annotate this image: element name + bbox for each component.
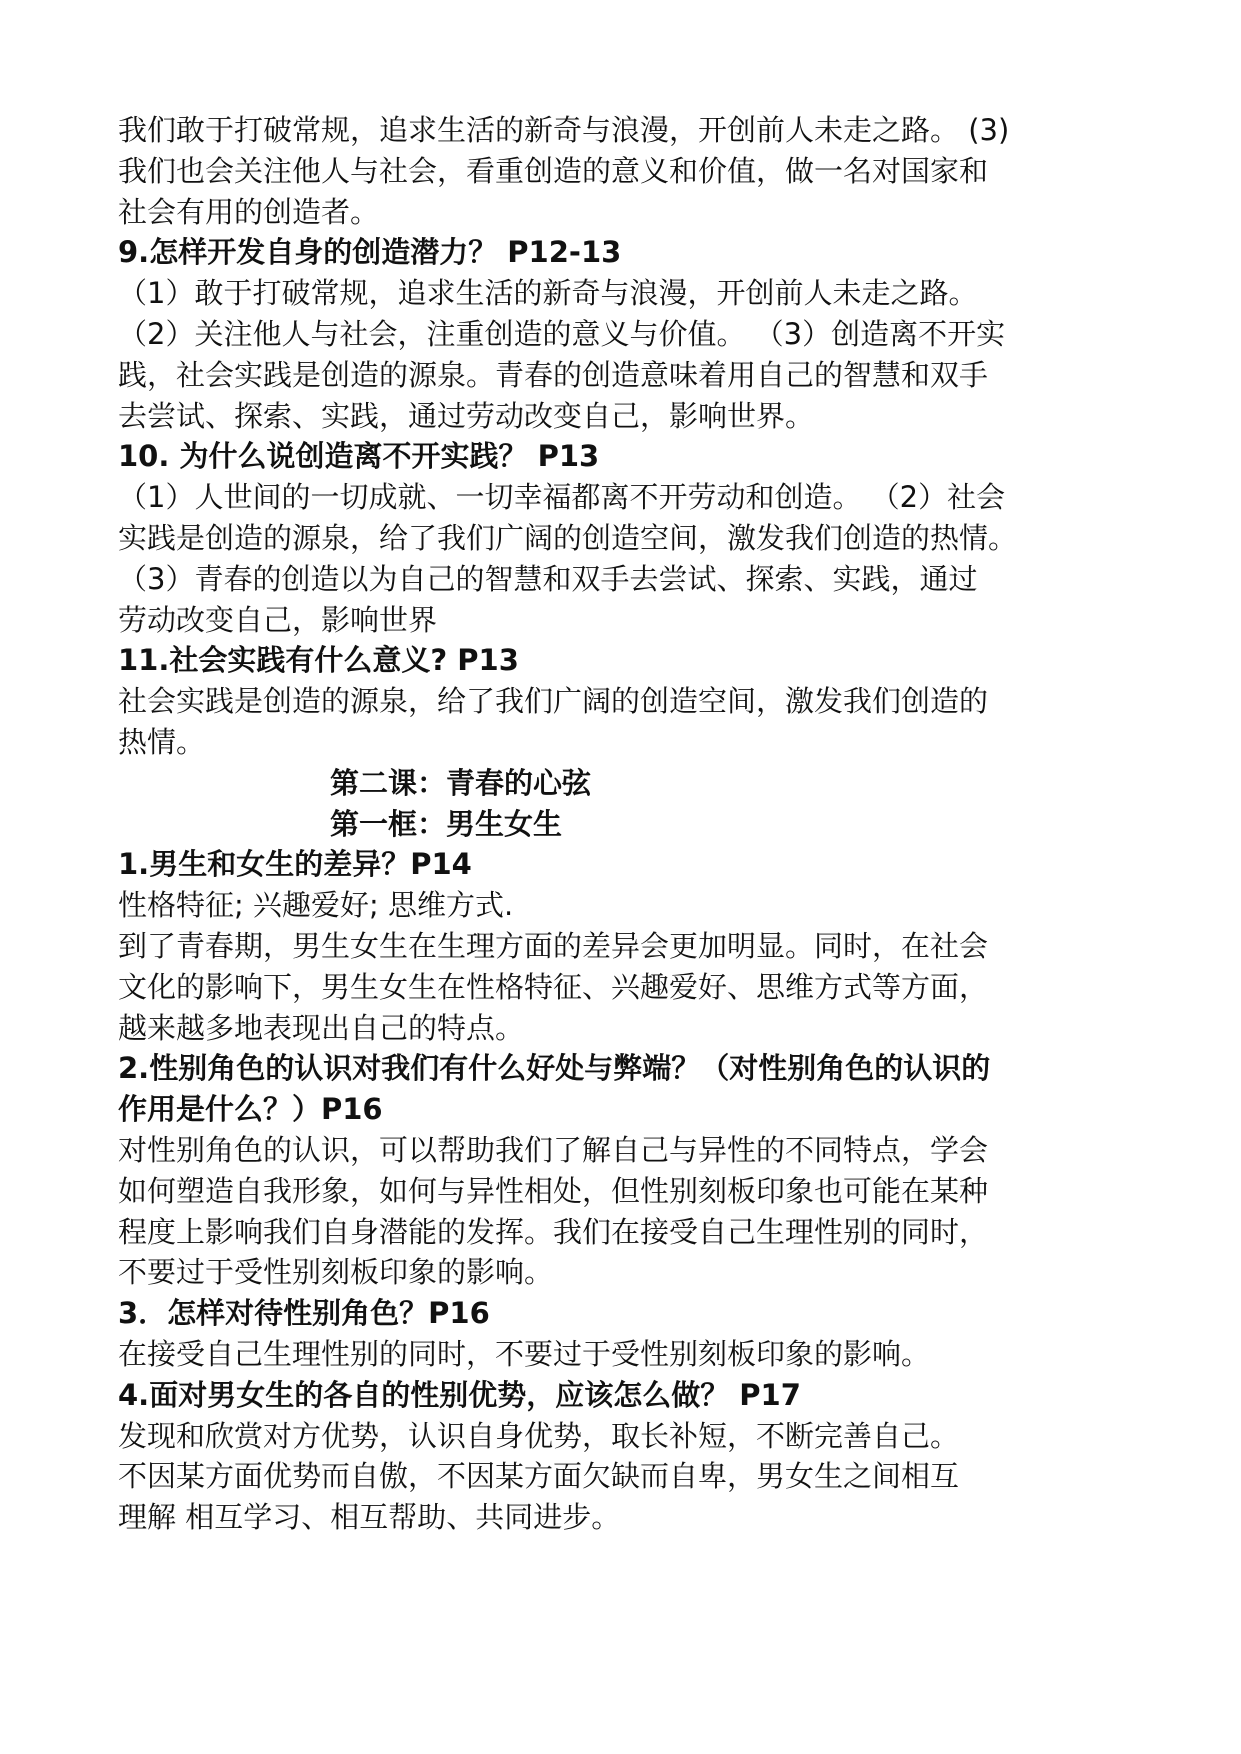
text-line: 我们敢于打破常规，追求生活的新奇与浪漫，开创前人未走之路。 (3) [118, 113, 1010, 147]
heading-line: 第一框：男生女生 [330, 806, 563, 841]
text-line: 实践是创造的源泉，给了我们广阔的创造空间，激发我们创造的热情。 [118, 521, 1018, 555]
text-line: 越来越多地表现出自己的特点。 [118, 1010, 525, 1045]
text-line: 不因某方面优势而自傲，不因某方面欠缺而自卑，男女生之间相互 [118, 1459, 960, 1494]
heading-line: 11.社会实践有什么意义? P13 [118, 643, 519, 678]
text-line: 劳动改变自己，影响世界 [118, 602, 438, 637]
text-line: 理解 相互学习、相互帮助、共同进步。 [118, 1500, 621, 1535]
heading-line: 10. 为什么说创造离不开实践？ P13 [118, 439, 600, 474]
heading-line: 第二课：青春的心弦 [330, 765, 592, 800]
text-line: （1）敢于打破常规，追求生活的新奇与浪漫，开创前人未走之路。 [118, 276, 978, 311]
heading-line: 4.面对男女生的各自的性别优势，应该怎么做？ P17 [118, 1377, 801, 1412]
text-line: 践，社会实践是创造的源泉。青春的创造意味着用自己的智慧和双手 [118, 357, 989, 392]
heading-line: 9.怎样开发自身的创造潜力？ P12-13 [118, 235, 622, 270]
text-line: 热情。 [118, 725, 206, 759]
text-line: （1）人世间的一切成就、一切幸福都离不开劳动和创造。 （2）社会 [118, 480, 1006, 515]
text-line: 文化的影响下，男生女生在性格特征、兴趣爱好、思维方式等方面， [118, 969, 989, 1004]
heading-line: 3．怎样对待性别角色？P16 [118, 1296, 490, 1331]
text-line: 对性别角色的认识，可以帮助我们了解自己与异性的不同特点，学会 [118, 1133, 989, 1167]
text-line: （2）关注他人与社会，注重创造的意义与价值。 （3）创造离不开实 [118, 317, 1006, 351]
text-line: 社会有用的创造者。 [118, 194, 380, 229]
text-line: （3）青春的创造以为自己的智慧和双手去尝试、探索、实践，通过 [118, 561, 978, 596]
heading-line: 2.性别角色的认识对我们有什么好处与弊端？（对性别角色的认识的 [118, 1051, 991, 1086]
heading-line: 作用是什么？）P16 [118, 1092, 383, 1127]
text-line: 发现和欣赏对方优势，认识自身优势，取长补短，不断完善自己。 [118, 1418, 960, 1453]
text-line: 性格特征; 兴趣爱好; 思维方式. [118, 888, 514, 923]
text-line: 在接受自己生理性别的同时，不要过于受性别刻板印象的影响。 [118, 1337, 931, 1371]
heading-line: 1.男生和女生的差异？P14 [118, 847, 472, 882]
text-line: 程度上影响我们自身潜能的发挥。我们在接受自己生理性别的同时， [118, 1214, 989, 1249]
text-line: 如何塑造自我形象，如何与异性相处，但性别刻板印象也可能在某种 [118, 1173, 989, 1208]
text-line: 社会实践是创造的源泉，给了我们广阔的创造空间，激发我们创造的 [118, 684, 989, 719]
text-line: 我们也会关注他人与社会，看重创造的意义和价值，做一名对国家和 [118, 153, 989, 188]
text-line: 到了青春期，男生女生在生理方面的差异会更加明显。同时，在社会 [118, 929, 989, 963]
text-line: 去尝试、探索、实践，通过劳动改变自己，影响世界。 [118, 398, 815, 433]
text-line: 不要过于受性别刻板印象的影响。 [118, 1255, 554, 1290]
